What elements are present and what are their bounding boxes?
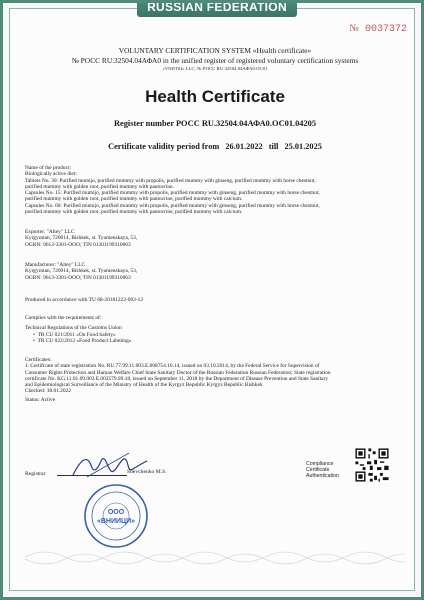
qr-caption-line: Authentication [306,473,339,479]
complies-section [25,315,407,344]
product-line: Capsules No. 15: Purified mumijo, purified mummy with propolis, purified mummy with ginseng, purified mummy with horse chestnut, [25,190,320,197]
stamp-text-bottom: «ВНИИЦИ» [96,518,136,525]
manufacturer-line: Manufacturer: "Altey" LLC [25,262,86,268]
signature-line [57,475,127,476]
certificate-status: Status: Active [25,396,56,403]
certificates-section [25,357,407,403]
product-section [25,165,407,215]
register-number: Register number РОСС RU.32504.04АФА0.ОС01.04205 [113,119,317,128]
product-line: purified mummy with golden root, purified mummy with pantocrine, purified mummy with calcium. [25,209,243,216]
country-banner: RUSSIAN FEDERATION [137,0,297,17]
validity-from: 26.01.2022 [225,142,263,151]
serial-value: 0037372 [364,24,407,35]
certificate-line: and Epidemiological Surveillance of the Ministry of Health of the Kyrgyz Republic Kyrgyz Republic Bishkek [25,382,263,389]
manufacturer-line: OGRN: 9613-3301-ООО; TIN 01301199310063 [25,274,131,281]
decorative-guilloche [25,547,405,567]
certificates-heading: Certificates: [25,357,52,363]
qr-code-icon[interactable] [354,447,390,483]
exporter-section [25,229,407,248]
qr-caption [306,461,339,479]
certification-body: «VNIITSI» LLC, № РОСС RU.32504.04АФА0.ОС01 [162,66,268,71]
certificate-line: 1. Certificate of state registration No. RU.77.99.11.003.E.008754.10.14, issued on 03.10.2014, by the Federal Service for Supervision of [25,363,320,370]
system-registration: № РОСС RU.32504.04АФА0 in the unified register of registered voluntary certification systems [71,56,359,65]
complies-intro: Complies with the requirements of: [25,315,102,321]
product-line: Biologically active diet: [25,171,77,178]
checked-date: Checked: 18.01.2022 [25,388,71,395]
stamp-text-top: ООО [107,509,125,516]
complies-heading: Technical Regulations of the Customs Union [25,325,122,332]
product-line: Name of the product: [25,165,71,171]
organization-stamp [81,481,151,551]
produced-line: Produced in accordance with TU 68-20181222-003-12 [25,297,144,303]
certificate-line: Consumer Rights Protection and Human Welfare Chief State Sanitary Doctor of the Russian Federation Russian Federation; State registration [25,369,331,376]
serial-prefix: № [349,23,359,34]
product-line: Capsules No. 60: Purified mumijo, purified mummy with propolis, purified mummy with ginseng, purified mummy with horse chestnut, [25,202,320,209]
registrar-label: Registrar [25,471,46,477]
system-name: VOLUNTARY CERTIFICATION SYSTEM «Health certificate» [118,46,312,55]
registrar-signature [69,451,149,483]
product-line: purified mummy with golden root, purified mummy with pantocrine, purified mummy with calcium. [25,196,243,203]
certificate-line: certificate No. KG.11.01.09.003.E.003579.09.18, issued on September 11, 2018 by the Department of Disease Prevention and State Sanitary [25,375,329,382]
product-line: purified mummy with golden root, purified mummy with pantocrine. [25,183,174,190]
regulation-item: • TR CU 021/2011 «On Food Safety» [33,331,116,338]
produced-standard [25,297,407,303]
regulation-item: • TR CU 022/2012 «Food Product Labeling» [33,337,132,344]
regulation-text: TR CU 022/2012 «Food Product Labeling» [37,337,132,344]
serial-number [349,23,407,35]
validity-till-label: till [268,142,279,151]
validity-till: 25.01.2025 [284,142,322,151]
product-line: Tablets No. 30: Purified mumijo, purified mummy with propolis, purified mummy with ginseng, purified mummy with horse chestnut, [25,177,316,184]
regulation-text: TR CU 021/2011 «On Food Safety» [37,331,116,338]
validity-label: Certificate validity period from [108,142,220,151]
exporter-line: Kyrgyzstan, 720014, Bishkek, st. Tyumenskaya, 53, [25,235,138,242]
document-title: Health Certificate [145,87,285,106]
qr-caption-line: Certificate [306,467,330,473]
exporter-line: Exporter: "Altey" LLC [25,229,75,235]
validity-period [3,142,424,151]
manufacturer-line: Kyrgyzstan, 720014, Bishkek, st. Tyumenskaya, 53, [25,268,138,275]
registrar-name: Shevchenko M.S. [127,469,167,475]
manufacturer-section [25,262,407,281]
qr-caption-line: Compliance [306,461,334,467]
exporter-line: OGRN: 9613-3301-ООО; TIN 01301199310063 [25,241,131,248]
